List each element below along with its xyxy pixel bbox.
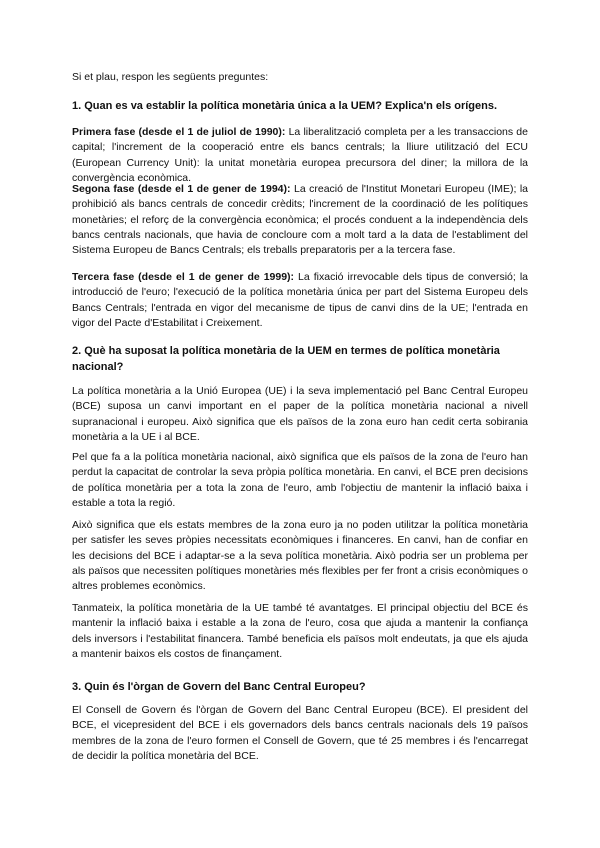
answer-2-paragraph-3: Això significa que els estats membres de la zona euro ja no poden utilitzar la política monetària per satisfer les seves pròpies necessitats econòmiques i financeres. En canvi, han de confiar en les decisions del BCE i adaptar-se a la seva política monetària. Això podria ser un problema per als països que necessiten polítiques monetàries més flexibles per fer front a crisis econòmiques o altres problemes econòmics. — [72, 519, 528, 593]
question-2-heading: 2. Què ha suposat la política monetària de la UEM en termes de política monetària nacional? — [72, 345, 500, 373]
phase-3-text: La fixació irrevocable dels tipus de conversió; la introducció de l'euro; l'execució de la política monetària única per part del Sistema Europeu dels Bancs Centrals; l'entrada en vigor del mecanisme de tipus de canvi dins de la UE; l'entrada en vigor del Pacte d'Estabilitat i Creixement. — [72, 271, 528, 329]
phase-1-label: Primera fase (desde el 1 de juliol de 1990): — [72, 126, 286, 138]
intro-line: Si et plau, respon les següents preguntes: — [72, 71, 269, 83]
phase-3-label: Tercera fase (desde el 1 de gener de 1999): — [72, 271, 295, 283]
question-1-heading: 1. Quan es va establir la política monetària única a la UEM? Explica'n els orígens. — [72, 100, 498, 112]
answer-2-paragraph-4: Tanmateix, la política monetària de la UE també té avantatges. El principal objectiu del BCE és mantenir la inflació baixa i estable a la zona de l'euro, cosa que ajuda a mantenir la confiança dels inversors i l'estabilitat financera. També beneficia els països molt endeutats, ja que els ajuda a mantenir baixos els costos de finançament. — [72, 602, 528, 660]
phase-3-paragraph — [72, 270, 528, 331]
phase-1-paragraph — [72, 125, 528, 186]
answer-3-paragraph-1: El Consell de Govern és l'òrgan de Govern del Banc Central Europeu (BCE). El president del BCE, el vicepresident del BCE i els governadors dels bancs centrals nacionals dels 19 països membres de la zona de l'euro formen el Consell de Govern, que té 25 membres i és l'encarregat de decidir la política monetària del BCE. — [72, 704, 528, 762]
phase-2-paragraph — [72, 182, 528, 258]
question-3-heading: 3. Quin és l'òrgan de Govern del Banc Central Europeu? — [72, 681, 366, 693]
phase-2-label: Segona fase (desde el 1 de gener de 1994): — [72, 183, 291, 195]
phase-2-text: La creació de l'Institut Monetari Europeu (IME); la prohibició als bancs centrals de concedir crèdits; l'increment de la coordinació de les polítiques monetàries; el reforç de la convergència econòmica; el procés conduent a la independència dels bancs centrals nacionals, que havia de concloure com a molt tard a la data de l'establiment del Sistema Europeu de Bancs Centrals; els treballs preparatoris per a la tercera fase. — [72, 183, 528, 257]
answer-2-paragraph-1: La política monetària a la Unió Europea (UE) i la seva implementació pel Banc Central Europeu (BCE) suposa un canvi important en el paper de la política monetària nacional a nivell supranacional i europeu. Això significa que els països de la zona euro han cedit certa sobirania monetària a la UE i al BCE. — [72, 385, 528, 443]
answer-2-paragraph-2: Pel que fa a la política monetària nacional, això significa que els països de la zona de l'euro han perdut la capacitat de controlar la seva pròpia política monetària. En canvi, el BCE pren decisions de política monetària per a tota la zona de l'euro, amb l'objectiu de mantenir la inflació baixa i estable a tota la regió. — [72, 451, 528, 509]
phase-1-text: La liberalització completa per a les transaccions de capital; l'increment de la cooperació entre els bancs centrals; la lliure utilització del ECU (European Currency Unit): la unitat monetària europea precursora del diner; la millora de la convergència econòmica. — [72, 126, 528, 184]
